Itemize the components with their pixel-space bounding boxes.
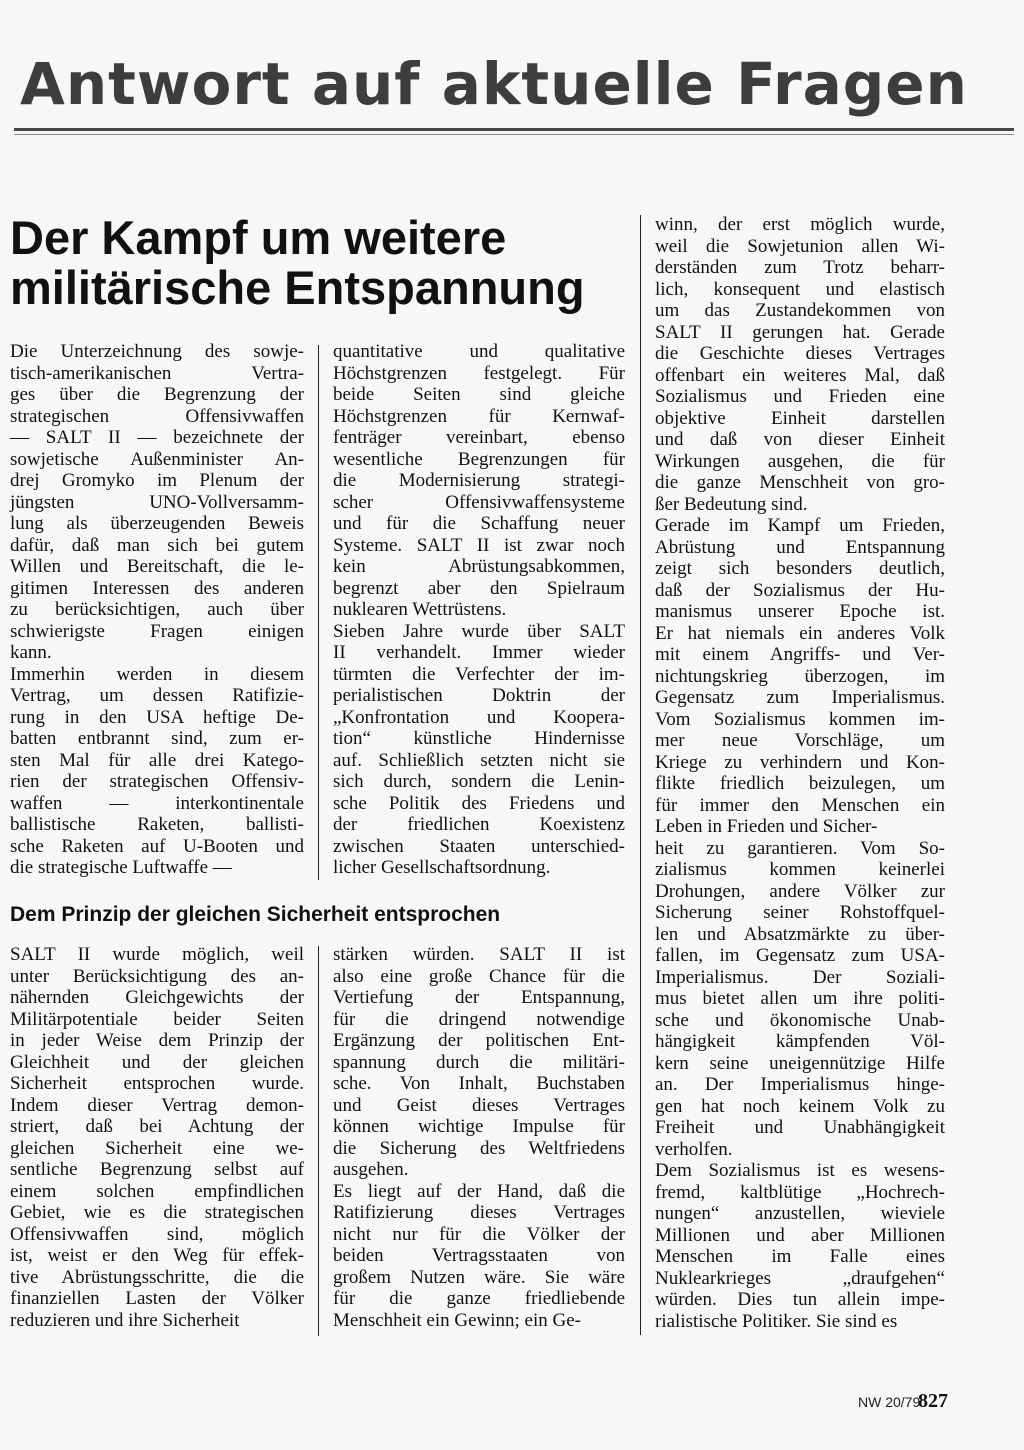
page-number: 827 xyxy=(918,1390,948,1412)
text-line: SALT II gerungen hat. Gerade xyxy=(655,321,945,343)
text-line: sche und ökonomische Unab- xyxy=(655,1009,945,1031)
text-column-3 xyxy=(655,214,945,1332)
text-line: die Modernisierung strategi- xyxy=(333,470,625,491)
header-rule-thin xyxy=(14,134,1014,135)
text-line: einem solchen empfindlichen xyxy=(10,1180,304,1202)
text-line: nuklearen Wettrüstens. xyxy=(333,599,507,620)
text-line: jüngsten UNO-Vollversamm- xyxy=(10,491,304,513)
issue-label: NW 20/79 xyxy=(858,1394,921,1410)
text-line: spannung durch die militäri- xyxy=(333,1051,625,1073)
text-line: Menschen im Falle eines xyxy=(655,1246,945,1267)
text-column-2 xyxy=(333,341,625,879)
text-line: Indem dieser Vertrag demon- xyxy=(10,1094,304,1116)
text-line: Höchstgrenzen festgelegt. Für xyxy=(333,362,625,384)
text-line: nähernden Gleichgewichts der xyxy=(10,987,304,1008)
text-line: batten entbrannt sind, zum er- xyxy=(10,728,304,749)
column-rule xyxy=(318,345,319,880)
text-line: gen hat noch keinem Volk zu xyxy=(655,1095,945,1117)
text-line: sten Mal für alle drei Katego- xyxy=(10,749,304,771)
text-line: mit einem Angriffs- und Ver- xyxy=(655,644,945,665)
text-line: licher Gesellschaftsordnung. xyxy=(333,857,551,878)
text-line: Vom Sozialismus kommen im- xyxy=(655,708,945,730)
text-line: Gerade im Kampf um Frieden, xyxy=(655,515,945,536)
text-line: winn, der erst möglich wurde, xyxy=(655,214,945,235)
subheading: Dem Prinzip der gleichen Sicherheit entsprochen xyxy=(10,903,501,926)
text-line: die Sicherung des Weltfriedens xyxy=(333,1137,625,1159)
text-line: kann. xyxy=(10,642,52,663)
text-line: quantitative und qualitative xyxy=(333,341,625,362)
text-line: zu berücksichtigen, auch über xyxy=(10,599,304,620)
text-line: an. Der Imperialismus hinge- xyxy=(655,1074,945,1095)
column-rule xyxy=(318,946,319,1336)
text-line: würden. Dies tun allein impe- xyxy=(655,1289,945,1310)
text-line: rung in den USA heftige De- xyxy=(10,706,304,728)
text-line: sentliche Begrenzung selbst auf xyxy=(10,1159,304,1180)
text-line: die ganze Menschheit von gro- xyxy=(655,472,945,493)
text-line: lich, konsequent und elastisch xyxy=(655,278,945,300)
text-line: sich durch, sondern die Lenin- xyxy=(333,771,625,792)
text-line: II verhandelt. Immer wieder xyxy=(333,642,625,663)
text-line: mer neue Vorschläge, um xyxy=(655,730,945,751)
text-line: für die ganze friedliebende xyxy=(333,1288,625,1309)
text-line: drej Gromyko im Plenum der xyxy=(10,470,304,491)
text-line: lung als überzeugenden Beweis xyxy=(10,513,304,534)
text-line: Gleichheit und der gleichen xyxy=(10,1051,304,1073)
text-line: reduzieren und ihre Sicherheit xyxy=(10,1309,240,1331)
text-line: Vertrag, um dessen Ratifizie- xyxy=(10,685,304,706)
text-line: sche Politik des Friedens und xyxy=(333,792,625,814)
column-rule xyxy=(640,215,641,1335)
text-line: Sozialismus und Frieden eine xyxy=(655,386,945,407)
text-line: zeigt sich besonders deutlich, xyxy=(655,558,945,579)
text-line: sche Raketen auf U-Booten und xyxy=(10,835,304,857)
text-line: Nuklearkrieges „draufgehen“ xyxy=(655,1267,945,1289)
text-line: — SALT II — bezeichnete der xyxy=(10,427,304,448)
text-line: Ratifizierung dieses Vertrages xyxy=(333,1202,625,1223)
text-line: Offensivwaffen sind, möglich xyxy=(10,1223,304,1245)
text-line: Gegensatz zum Imperialismus. xyxy=(655,687,945,708)
text-line: nicht nur für die Völker der xyxy=(333,1223,625,1245)
text-line: und Geist dieses Vertrages xyxy=(333,1094,625,1116)
text-line: können wichtige Impulse für xyxy=(333,1116,625,1137)
text-line: Militärpotentiale beider Seiten xyxy=(10,1008,304,1030)
text-line: ist, weist er den Weg für effek- xyxy=(10,1245,304,1266)
headline-line: Der Kampf um weitere xyxy=(10,211,507,264)
text-line: tive Abrüstungsschritte, die die xyxy=(10,1266,304,1288)
text-line: sche. Von Inhalt, Buchstaben xyxy=(333,1073,625,1094)
text-line: verholfen. xyxy=(655,1138,733,1160)
text-line: SALT II wurde möglich, weil xyxy=(10,944,304,965)
text-line: offenbart ein weiteres Mal, daß xyxy=(655,364,945,386)
text-line: stärken würden. SALT II ist xyxy=(333,944,625,965)
text-line: flikte friedlich beizulegen, um xyxy=(655,773,945,794)
text-line: ges über die Begrenzung der xyxy=(10,384,304,405)
text-line: len und Absatzmärkte zu über- xyxy=(655,923,945,945)
text-line: Die Unterzeichnung des sowje- xyxy=(10,341,304,362)
text-line: rien der strategischen Offensiv- xyxy=(10,771,304,792)
text-line: Menschheit ein Gewinn; ein Ge- xyxy=(333,1309,581,1331)
text-line: rialistische Politiker. Sie sind es xyxy=(655,1310,898,1332)
article-headline xyxy=(10,213,610,313)
text-line: Gebiet, wie es die strategischen xyxy=(10,1202,304,1223)
text-line: Millionen und aber Millionen xyxy=(655,1224,945,1246)
text-line: fenträger vereinbart, ebenso xyxy=(333,427,625,448)
text-line: fremd, kaltblütige „Hochrech- xyxy=(655,1181,945,1203)
text-line: strategischen Offensivwaffen xyxy=(10,405,304,427)
text-line: striert, daß bei Achtung der xyxy=(10,1116,304,1137)
text-line: daß der Sozialismus der Hu- xyxy=(655,579,945,601)
text-line: fallen, im Gegensatz zum USA- xyxy=(655,945,945,966)
text-line: Willen und Bereitschaft, die le- xyxy=(10,556,304,577)
text-line: auf. Schließlich setzten nicht sie xyxy=(333,749,625,771)
text-line: Vertiefung der Entspannung, xyxy=(333,987,625,1008)
text-line: Sicherung seiner Rohstoffquel- xyxy=(655,902,945,923)
text-line: gitimen Interessen des anderen xyxy=(10,577,304,599)
text-line: Immerhin werden in diesem xyxy=(10,663,304,685)
text-line: Dem Sozialismus ist es wesens- xyxy=(655,1160,945,1181)
text-line: Höchstgrenzen für Kernwaf- xyxy=(333,405,625,427)
headline-line: militärische Entspannung xyxy=(10,261,585,314)
text-line: und für die Schaffung neuer xyxy=(333,513,625,534)
text-line: tion“ künstliche Hindernisse xyxy=(333,728,625,749)
text-line: weil die Sowjetunion allen Wi- xyxy=(655,235,945,257)
text-line: kern seine uneigennützige Hilfe xyxy=(655,1052,945,1074)
text-line: für die dringend notwendige xyxy=(333,1008,625,1030)
text-line: Wirkungen ausgehen, die für xyxy=(655,450,945,472)
text-line: Freiheit und Unabhängigkeit xyxy=(655,1117,945,1138)
text-line: finanziellen Lasten der Völker xyxy=(10,1288,304,1309)
text-line: perialistischen Doktrin der xyxy=(333,685,625,706)
text-column-5 xyxy=(333,944,625,1331)
text-line: Es liegt auf der Hand, daß die xyxy=(333,1180,625,1202)
text-line: unter Berücksichtigung des an- xyxy=(10,965,304,987)
text-line: großem Nutzen wäre. Sie wäre xyxy=(333,1266,625,1288)
text-line: um das Zustandekommen von xyxy=(655,300,945,321)
text-line: Ergänzung der politischen Ent- xyxy=(333,1030,625,1051)
text-column-4 xyxy=(10,944,304,1331)
text-line: mus bietet allen um ihre politi- xyxy=(655,988,945,1009)
text-line: heit zu garantieren. Vom So- xyxy=(655,837,945,859)
text-line: waffen — interkontinentale xyxy=(10,792,304,814)
text-line: manismus unserer Epoche ist. xyxy=(655,601,945,622)
text-line: der friedlichen Koexistenz xyxy=(333,814,625,835)
text-line: Systeme. SALT II ist zwar noch xyxy=(333,534,625,556)
text-line: scher Offensivwaffensysteme xyxy=(333,491,625,513)
text-line: in jeder Weise dem Prinzip der xyxy=(10,1030,304,1051)
text-line: kein Abrüstungsabkommen, xyxy=(333,556,625,577)
text-line: begrenzt aber den Spielraum xyxy=(333,577,625,599)
text-line: Abrüstung und Entspannung xyxy=(655,536,945,558)
text-line: ßer Bedeutung sind. xyxy=(655,493,808,515)
text-line: schwierigste Fragen einigen xyxy=(10,620,304,642)
text-line: objektive Einheit darstellen xyxy=(655,407,945,429)
text-line: Kriege zu verhindern und Kon- xyxy=(655,751,945,773)
text-line: beide Seiten sind gleiche xyxy=(333,384,625,405)
text-line: Er hat niemals ein anderes Volk xyxy=(655,622,945,644)
text-line: ballistische Raketen, ballisti- xyxy=(10,814,304,835)
text-column-1 xyxy=(10,341,304,879)
section-header: Antwort auf aktuelle Fragen xyxy=(20,50,968,118)
header-rule xyxy=(14,128,1014,131)
text-line: Drohungen, andere Völker zur xyxy=(655,880,945,902)
text-line: Leben in Frieden und Sicher- xyxy=(655,816,878,837)
text-line: Sicherheit entsprochen wurde. xyxy=(10,1073,304,1094)
text-line: derständen zum Trotz beharr- xyxy=(655,257,945,278)
text-line: zialismus kommen keinerlei xyxy=(655,859,945,880)
text-line: und daß von dieser Einheit xyxy=(655,429,945,450)
text-line: wesentliche Begrenzungen für xyxy=(333,448,625,470)
text-line: zwischen Staaten unterschied- xyxy=(333,835,625,857)
text-line: also eine große Chance für die xyxy=(333,965,625,987)
text-line: nungen“ anzustellen, wieviele xyxy=(655,1203,945,1224)
text-line: für immer den Menschen ein xyxy=(655,794,945,816)
text-line: nichtungskrieg überzogen, im xyxy=(655,665,945,687)
text-line: Imperialismus. Der Soziali- xyxy=(655,966,945,988)
text-line: die strategische Luftwaffe — xyxy=(10,857,232,878)
text-line: gleichen Sicherheit eine we- xyxy=(10,1137,304,1159)
text-line: sowjetische Außenminister An- xyxy=(10,448,304,470)
text-line: hängigkeit kämpfenden Völ- xyxy=(655,1031,945,1052)
text-line: die Geschichte dieses Vertrages xyxy=(655,343,945,364)
text-line: „Konfrontation und Koopera- xyxy=(333,706,625,728)
text-line: türmten die Verfechter der im- xyxy=(333,663,625,685)
text-line: beiden Vertragsstaaten von xyxy=(333,1245,625,1266)
text-line: dafür, daß man sich bei gutem xyxy=(10,534,304,556)
text-line: tisch-amerikanischen Vertra- xyxy=(10,362,304,384)
text-line: Sieben Jahre wurde über SALT xyxy=(333,620,625,642)
text-line: ausgehen. xyxy=(333,1159,409,1180)
